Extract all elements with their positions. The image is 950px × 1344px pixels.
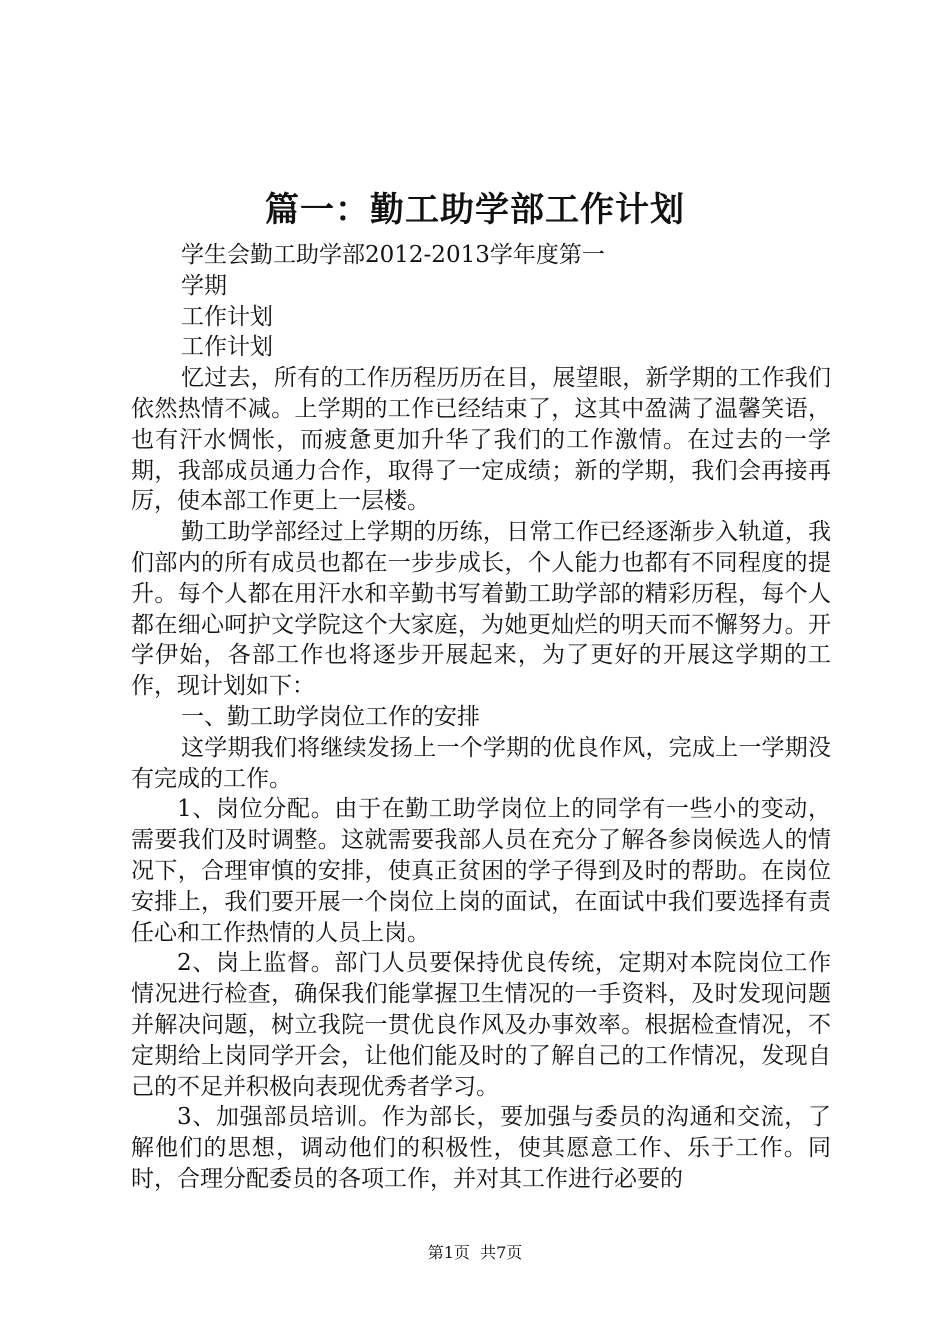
page-footer (0, 1243, 950, 1263)
paragraph-item-1: 1、岗位分配。由于在勤工助学岗位上的同学有一些小的变动，需要我们及时调整。这就需要我部人员在充分了解各参岗候选人的情况下，合理审慎的安排，使真正贫困的学子得到及时的帮助。在岗位安排上，我们要开展一个岗位上岗的面试，在面试中我们要选择有责任心和工作热情的人员上岗。 (131, 796, 831, 946)
subtitle-line-1: 学生会勤工助学部2012-2013学年度第一 (181, 242, 605, 268)
paragraph-item-3: 3、加强部员培训。作为部长，要加强与委员的沟通和交流，了解他们的思想，调动他们的积极性，使其愿意工作、乐于工作。同时，合理分配委员的各项工作，并对其工作进行必要的 (131, 1104, 831, 1192)
page-title: 篇一：勤工助学部工作计划 (265, 190, 685, 230)
subtitle-line-4: 工作计划 (181, 334, 273, 361)
section-heading: 一、勤工助学岗位工作的安排 (181, 703, 480, 730)
paragraph-review: 勤工助学部经过上学期的历练，日常工作已经逐渐步入轨道，我们部内的所有成员也都在一步步成长，个人能力也都有不同程度的提升。每个人都在用汗水和辛勤书写着勤工助学部的精彩历程，每个人都在细心呵护文学院这个大家庭，为她更灿烂的明天而不懈努力。开学伊始，各部工作也将逐步开展起来，为了更好的开展这学期的工作，现计划如下： (131, 519, 831, 700)
subtitle-line-2: 学期 (181, 272, 227, 299)
paragraph-intro: 忆过去，所有的工作历程历历在目，展望眼，新学期的工作我们依然热情不减。上学期的工作已经结束了，这其中盈满了温馨笑语，也有汗水惆怅，而疲惫更加升华了我们的工作激情。在过去的一学期，我部成员通力合作，取得了一定成绩；新的学期，我们会再接再厉，使本部工作更上一层楼。 (131, 365, 831, 515)
page-total: 共7页 (480, 1243, 523, 1262)
paragraph-section-intro: 这学期我们将继续发扬上一个学期的优良作风，完成上一学期没有完成的工作。 (131, 734, 831, 792)
page-number: 第1页 (427, 1243, 470, 1262)
subtitle-line-3: 工作计划 (181, 303, 273, 330)
document-body (131, 240, 831, 1195)
paragraph-item-2: 2、岗上监督。部门人员要保持优良传统，定期对本院岗位工作情况进行检查，确保我们能掌握卫生情况的一手资料，及时发现问题并解决问题，树立我院一贯优良作风及办事效率。根据检查情况，不定期给上岗同学开会，让他们能及时的了解自己的工作情况，发现自己的不足并积极向表现优秀者学习。 (131, 950, 831, 1100)
